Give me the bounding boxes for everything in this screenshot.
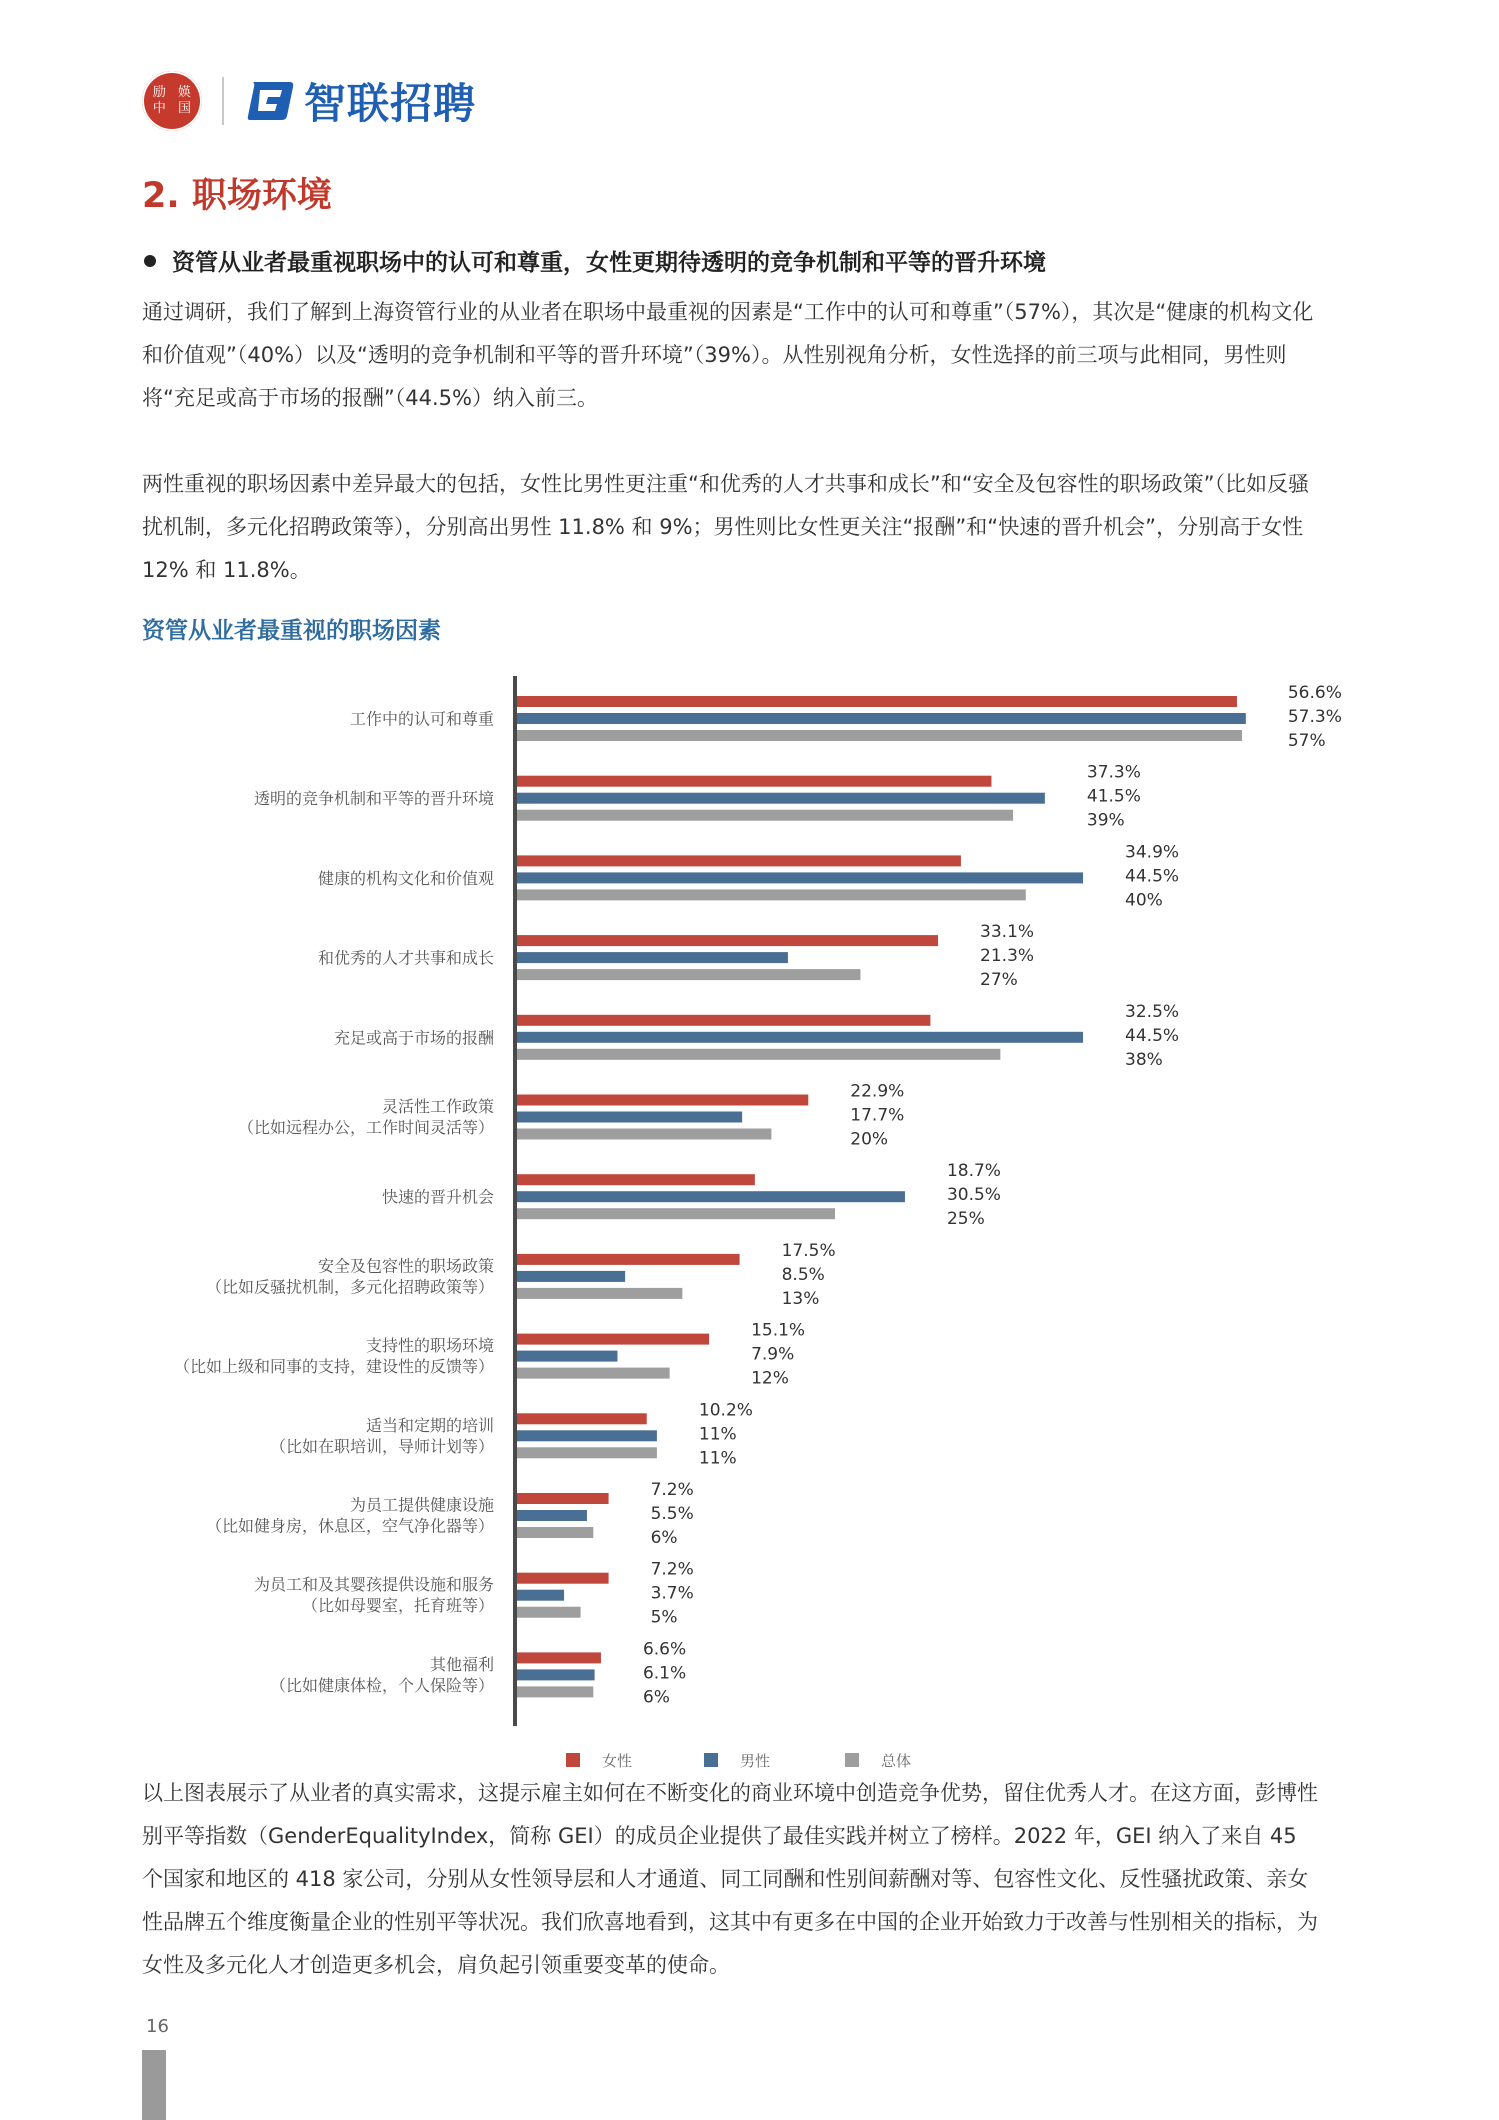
data-label-女性: 7.2% — [650, 1480, 694, 1500]
data-label-总体: 38% — [1125, 1049, 1163, 1070]
bar-女性 — [517, 1095, 808, 1106]
bar-男性 — [517, 1351, 617, 1362]
legend-label-男性: 男性 — [740, 1752, 771, 1770]
bar-男性 — [517, 952, 788, 963]
bar-总体 — [517, 1607, 581, 1618]
data-label-女性: 6.6% — [642, 1639, 687, 1660]
data-label-男性: 41.5% — [1086, 786, 1141, 807]
data-label-女性: 17.5% — [781, 1240, 836, 1261]
category-label: （比如反骚扰机制，多元化招聘政策等） — [205, 1277, 494, 1297]
data-label-女性: 10.2% — [698, 1400, 753, 1421]
bar-总体 — [517, 889, 1026, 900]
data-label-女性: 56.6% — [1287, 683, 1342, 703]
data-label-总体: 57% — [1287, 731, 1326, 751]
data-label-男性: 30.5% — [946, 1185, 1001, 1206]
bar-总体 — [517, 1288, 682, 1299]
seal-text-top: 励 媖 — [152, 85, 196, 100]
category-label: 健康的机构文化和价值观 — [317, 868, 494, 888]
data-label-男性: 8.5% — [781, 1264, 825, 1285]
legend-swatch-总体 — [845, 1753, 859, 1767]
data-label-总体: 6% — [642, 1687, 670, 1708]
category-label: （比如远程办公，工作时间灵活等） — [237, 1118, 494, 1137]
category-label: 充足或高于市场的报酬 — [333, 1028, 494, 1048]
bar-男性 — [517, 793, 1045, 804]
bar-女性 — [517, 1334, 709, 1345]
category-label: 和优秀的人才共事和成长 — [317, 948, 494, 968]
category-label: 为员工提供健康设施 — [349, 1495, 494, 1515]
data-label-女性: 18.7% — [946, 1161, 1001, 1182]
header-divider — [222, 77, 224, 125]
bar-总体 — [517, 1129, 771, 1140]
category-label: （比如上级和同事的支持，建设性的反馈等） — [173, 1357, 494, 1377]
bar-男性 — [517, 1191, 905, 1202]
bar-男性 — [517, 1590, 564, 1601]
bar-女性 — [517, 855, 961, 866]
data-label-总体: 13% — [781, 1288, 820, 1309]
page-footer-bar — [142, 2050, 166, 2120]
data-label-男性: 5.5% — [650, 1504, 694, 1524]
data-label-女性: 22.9% — [850, 1081, 905, 1102]
bar-女性 — [517, 1493, 609, 1504]
intro-paragraph: 通过调研，我们了解到上海资管行业的从业者在职场中最重视的因素是“工作中的认可和尊重”（57%），其次是“健康的机构文化和价值观”（40%）以及“透明的竞争机制和平等的晋升环境”（39%）。从性别视角分析，女性选择的前三项与此相同，男性则将“充足或高于市场的报酬”（44.5%）纳入前三。 — [142, 300, 1314, 410]
data-label-总体: 27% — [980, 970, 1018, 991]
seal-text-bottom: 中 国 — [152, 101, 196, 116]
data-label-总体: 5% — [650, 1607, 678, 1628]
bar-总体 — [517, 969, 860, 980]
data-label-总体: 11% — [698, 1448, 737, 1469]
bar-女性 — [517, 1254, 740, 1265]
category-label: （比如母婴室，托育班等） — [301, 1596, 494, 1616]
bar-总体 — [517, 1049, 1000, 1060]
legend-label-女性: 女性 — [602, 1752, 633, 1770]
bar-女性 — [517, 696, 1237, 707]
data-label-总体: 25% — [946, 1209, 985, 1230]
data-label-男性: 44.5% — [1125, 1025, 1180, 1046]
data-label-男性: 44.5% — [1125, 866, 1180, 887]
bar-女性 — [517, 1413, 647, 1424]
bar-男性 — [517, 1032, 1083, 1043]
bar-总体 — [517, 1208, 835, 1219]
bar-女性 — [517, 776, 991, 787]
bar-男性 — [517, 872, 1083, 883]
data-label-男性: 7.9% — [751, 1344, 795, 1365]
category-label: 灵活性工作政策 — [381, 1097, 494, 1116]
bullet-heading-text: 资管从业者最重视职场中的认可和尊重，女性更期待透明的竞争机制和平等的晋升环境 — [172, 250, 1046, 276]
legend-swatch-女性 — [566, 1753, 580, 1767]
data-label-女性: 32.5% — [1125, 1001, 1180, 1022]
data-label-男性: 11% — [698, 1424, 737, 1445]
bar-总体 — [517, 1527, 593, 1538]
bar-男性 — [517, 1669, 595, 1680]
data-label-男性: 21.3% — [980, 946, 1035, 967]
bar-总体 — [517, 1368, 670, 1379]
data-label-总体: 20% — [850, 1129, 889, 1150]
data-label-女性: 7.2% — [650, 1559, 694, 1580]
data-label-男性: 57.3% — [1287, 707, 1342, 727]
data-label-总体: 39% — [1086, 810, 1125, 831]
bar-男性 — [517, 1271, 625, 1282]
data-label-总体: 40% — [1125, 890, 1163, 911]
section-title: 2. 职场环境 — [142, 176, 332, 216]
category-label: 快速的晋升机会 — [381, 1187, 494, 1207]
lead-china-seal-logo — [142, 71, 202, 131]
legend-swatch-男性 — [704, 1753, 718, 1767]
data-label-男性: 17.7% — [850, 1105, 905, 1126]
data-label-总体: 6% — [650, 1528, 678, 1548]
bar-总体 — [517, 1686, 593, 1697]
data-label-女性: 37.3% — [1086, 762, 1141, 783]
category-label: 安全及包容性的职场政策 — [317, 1256, 494, 1276]
data-label-女性: 33.1% — [980, 922, 1035, 943]
brand-name: 智联招聘 — [304, 79, 477, 128]
category-label: （比如健身房，休息区，空气净化器等） — [205, 1516, 494, 1536]
bar-男性 — [517, 713, 1246, 724]
zhaopin-logo-icon — [246, 78, 296, 124]
category-label: 其他福利 — [429, 1654, 494, 1674]
bar-女性 — [517, 1652, 601, 1663]
data-label-女性: 15.1% — [751, 1320, 806, 1341]
workplace-factors-bar-chart — [0, 640, 1499, 1800]
bullet-heading — [142, 244, 1046, 277]
bar-女性 — [517, 1174, 755, 1185]
bar-女性 — [517, 1015, 930, 1026]
data-label-女性: 34.9% — [1125, 842, 1180, 863]
data-label-男性: 3.7% — [650, 1583, 694, 1604]
category-label: 为员工和及其婴孩提供设施和服务 — [253, 1575, 494, 1595]
zhaopin-logo — [246, 71, 476, 131]
legend-label-总体: 总体 — [881, 1752, 912, 1770]
bullet-dot-icon — [144, 255, 156, 267]
data-label-男性: 6.1% — [642, 1663, 687, 1684]
category-label: 透明的竞争机制和平等的晋升环境 — [253, 789, 494, 809]
bar-总体 — [517, 810, 1013, 821]
page-number: 16 — [146, 2016, 169, 2037]
category-label: 适当和定期的培训 — [365, 1415, 494, 1435]
conclusion-paragraph: 以上图表展示了从业者的真实需求，这提示雇主如何在不断变化的商业环境中创造竞争优势，留住优秀人才。在这方面，彭博性别平等指数（GenderEqualityIndex，简称 GEI）的成员企业提供了最佳实践并树立了榜样。2022 年，GEI 纳入了来自 45 个国家和地区的 418 家公司，分别从女性领导层和人才通道、同工同酬和性别间薪酬对等、包容性文化、反性骚扰政策、亲女性品牌五个维度衡量企业的性别平等状况。我们欣喜地看到，这其中有更多在中国的企业开始致力于改善与性别相关的指标，为女性及多元化人才创造更多机会，肩负起引领重要变革的使命。 — [142, 1781, 1318, 1977]
category-label: 工作中的认可和尊重 — [349, 709, 494, 729]
bar-男性 — [517, 1112, 742, 1123]
data-label-总体: 12% — [751, 1368, 789, 1389]
gender-difference-paragraph: 两性重视的职场因素中差异最大的包括，女性比男性更注重“和优秀的人才共事和成长”和“安全及包容性的职场政策”（比如反骚扰机制，多元化招聘政策等），分别高出男性 11.8% 和 9%；男性则比女性更关注“报酬”和“快速的晋升机会”，分别高于女性 12% 和 11.8%。 — [142, 472, 1310, 582]
bar-男性 — [517, 1510, 587, 1521]
bar-总体 — [517, 1447, 657, 1458]
category-label: （比如健康体检，个人保险等） — [269, 1675, 494, 1695]
bar-女性 — [517, 1573, 609, 1584]
chart-title: 资管从业者最重视的职场因素 — [142, 618, 441, 644]
category-label: （比如在职培训，导师计划等） — [269, 1436, 494, 1456]
category-label: 支持性的职场环境 — [365, 1336, 494, 1356]
bar-男性 — [517, 1430, 657, 1441]
bar-总体 — [517, 730, 1242, 741]
page-header — [142, 68, 476, 134]
bar-女性 — [517, 935, 938, 946]
